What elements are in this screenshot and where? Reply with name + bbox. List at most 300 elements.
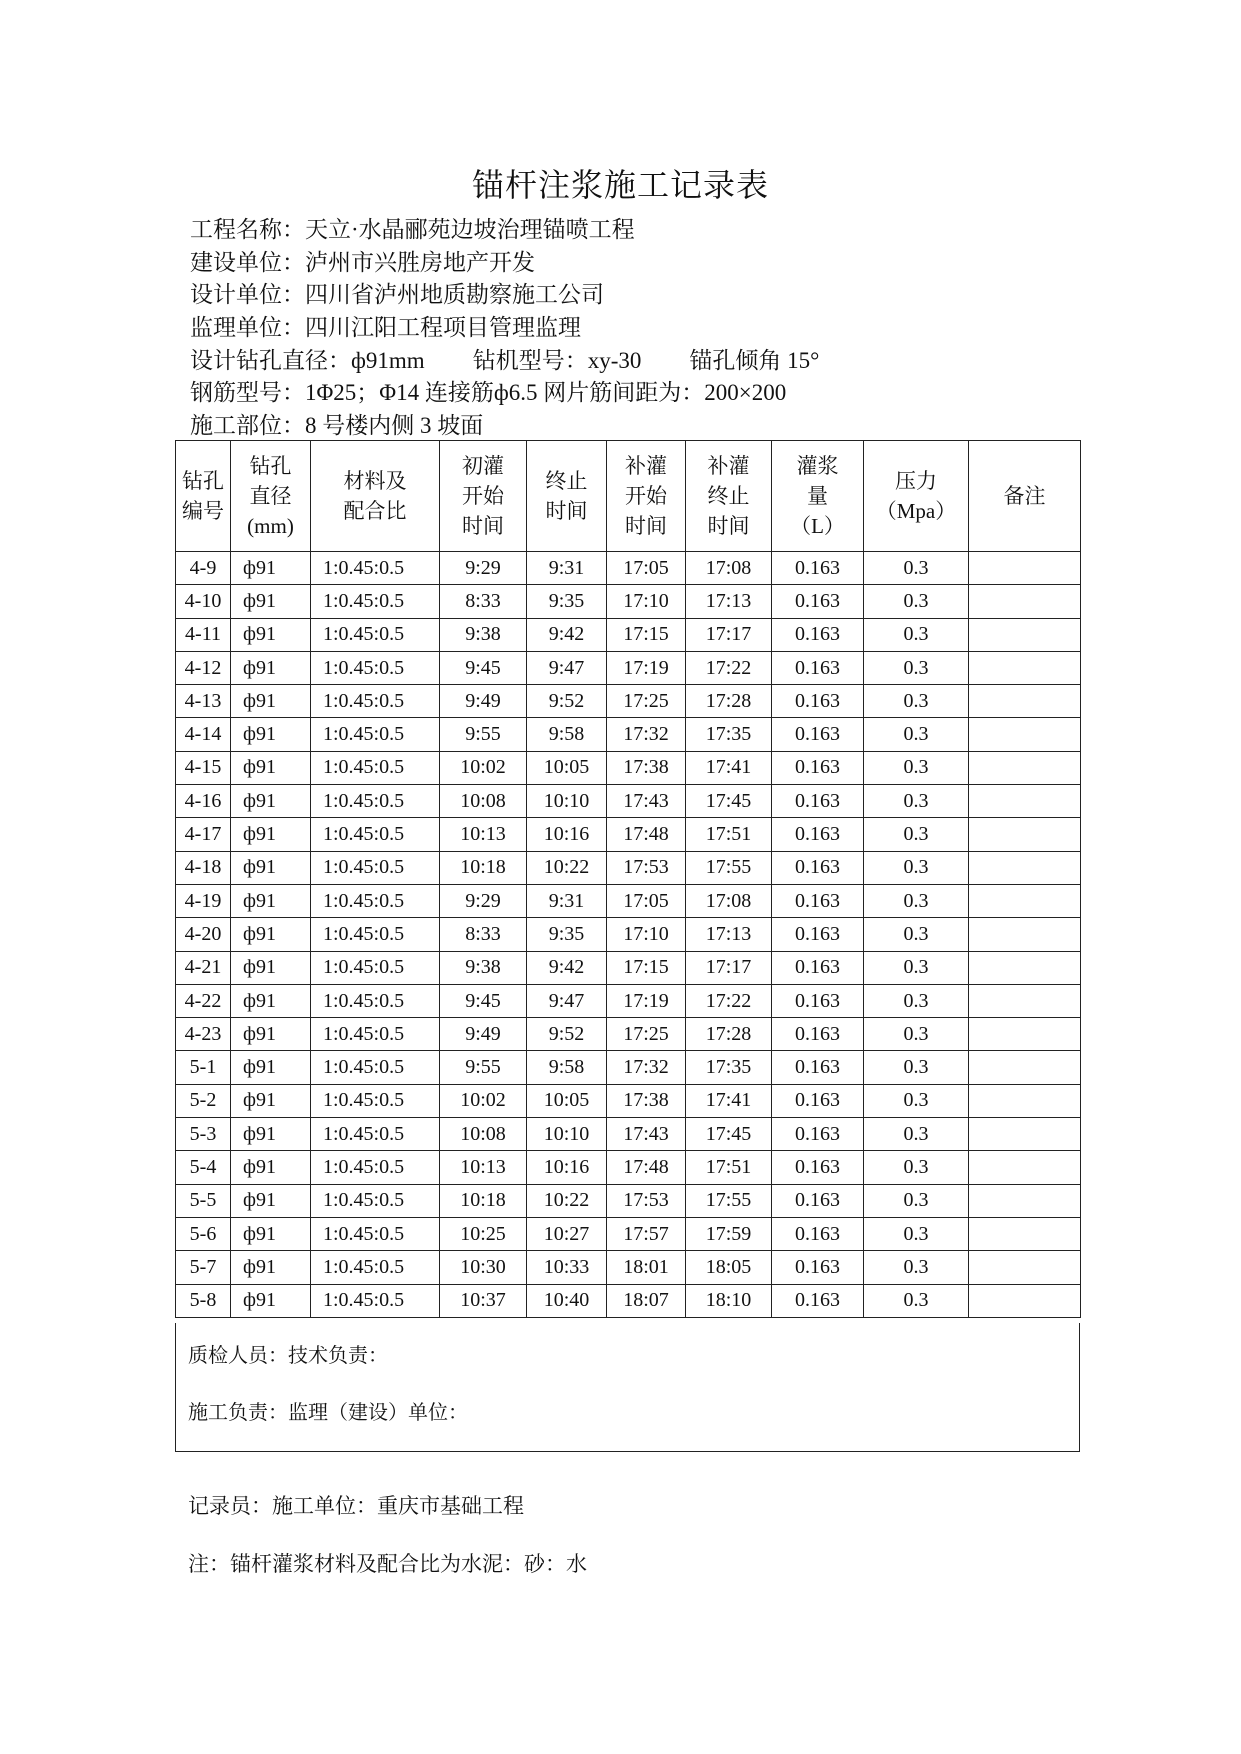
table-cell: 1:0.45:0.5 <box>311 651 440 684</box>
table-cell: 0.3 <box>864 1051 969 1084</box>
table-cell: ф91 <box>231 818 311 851</box>
table-cell: ф91 <box>231 1284 311 1317</box>
table-cell: 1:0.45:0.5 <box>311 1284 440 1317</box>
table-cell <box>969 1118 1081 1151</box>
table-cell: 4-10 <box>176 585 231 618</box>
material-note: 注：锚杆灌浆材料及配合比为水泥：砂：水 <box>188 1552 587 1576</box>
table-cell: 0.3 <box>864 1284 969 1317</box>
table-cell: ф91 <box>231 1251 311 1284</box>
column-header <box>772 441 864 552</box>
table-cell: 4-14 <box>176 718 231 751</box>
table-cell: 1:0.45:0.5 <box>311 618 440 651</box>
table-cell: 10:18 <box>440 1184 527 1217</box>
table-cell: 17:13 <box>686 585 772 618</box>
table-cell: 17:32 <box>607 718 686 751</box>
table-cell: 9:29 <box>440 552 527 585</box>
table-cell: ф91 <box>231 1051 311 1084</box>
table-row <box>176 552 1081 585</box>
drill-specs <box>190 345 1090 378</box>
table-cell: 0.3 <box>864 1118 969 1151</box>
table-row <box>176 1118 1081 1151</box>
table-cell: 0.163 <box>772 851 864 884</box>
table-cell: 0.3 <box>864 1251 969 1284</box>
table-cell: 4-11 <box>176 618 231 651</box>
table-cell <box>969 1151 1081 1184</box>
rebar-spec: 钢筋型号：1Φ25；Φ14 连接筋ф6.5 网片筋间距为：200×200 <box>190 380 787 406</box>
table-row <box>176 918 1081 951</box>
table-cell: 17:55 <box>686 851 772 884</box>
table-cell: 0.163 <box>772 1184 864 1217</box>
table-cell: 9:38 <box>440 951 527 984</box>
table-cell: 17:45 <box>686 785 772 818</box>
column-header <box>527 441 607 552</box>
table-cell: 9:42 <box>527 618 607 651</box>
table-cell: 4-17 <box>176 818 231 851</box>
column-header <box>311 441 440 552</box>
table-cell: 10:05 <box>527 1084 607 1117</box>
table-cell: 0.3 <box>864 1018 969 1051</box>
table-cell: 0.163 <box>772 884 864 917</box>
table-cell: 9:45 <box>440 984 527 1017</box>
table-cell: 17:48 <box>607 1151 686 1184</box>
table-cell: 1:0.45:0.5 <box>311 884 440 917</box>
table-cell: 17:15 <box>607 951 686 984</box>
table-cell: 18:01 <box>607 1251 686 1284</box>
table-cell: 0.163 <box>772 984 864 1017</box>
table-cell: 1:0.45:0.5 <box>311 851 440 884</box>
table-cell: 5-7 <box>176 1251 231 1284</box>
table-cell: 17:22 <box>686 651 772 684</box>
table-cell: 0.163 <box>772 1284 864 1317</box>
table-cell <box>969 685 1081 718</box>
table-row <box>176 618 1081 651</box>
column-header-line: 补灌 <box>707 454 750 478</box>
table-cell: 0.163 <box>772 651 864 684</box>
table-cell: 17:28 <box>686 685 772 718</box>
table-cell: ф91 <box>231 984 311 1017</box>
table-cell: 5-4 <box>176 1151 231 1184</box>
table-cell: ф91 <box>231 1184 311 1217</box>
table-cell: 0.163 <box>772 751 864 784</box>
table-cell: 10:02 <box>440 1084 527 1117</box>
table-cell <box>969 751 1081 784</box>
table-cell: 9:45 <box>440 651 527 684</box>
table-cell: 0.3 <box>864 884 969 917</box>
table-cell: ф91 <box>231 851 311 884</box>
table-row <box>176 1217 1081 1250</box>
table-cell: 0.163 <box>772 552 864 585</box>
table-cell: 0.163 <box>772 1118 864 1151</box>
table-cell: 17:41 <box>686 751 772 784</box>
table-cell: 9:58 <box>527 718 607 751</box>
table-cell <box>969 984 1081 1017</box>
table-cell: 10:08 <box>440 785 527 818</box>
table-cell: 1:0.45:0.5 <box>311 552 440 585</box>
table-cell: 1:0.45:0.5 <box>311 918 440 951</box>
column-header-line: 编号 <box>182 499 224 523</box>
table-cell: 10:10 <box>527 1118 607 1151</box>
table-row <box>176 585 1081 618</box>
table-cell: 10:30 <box>440 1251 527 1284</box>
table-cell: 5-8 <box>176 1284 231 1317</box>
table-cell: ф91 <box>231 751 311 784</box>
table-row <box>176 1284 1081 1317</box>
table-cell: 0.3 <box>864 552 969 585</box>
column-header-line: 量 <box>807 484 828 508</box>
table-cell: 4-15 <box>176 751 231 784</box>
table-row <box>176 1184 1081 1217</box>
table-cell: 10:40 <box>527 1284 607 1317</box>
column-header-line: 初灌 <box>462 454 504 478</box>
table-cell: 17:43 <box>607 785 686 818</box>
column-header <box>440 441 527 552</box>
table-cell: 0.3 <box>864 851 969 884</box>
column-header-line: 终止 <box>545 469 588 493</box>
column-header <box>969 441 1081 552</box>
table-row <box>176 651 1081 684</box>
table-cell: 5-5 <box>176 1184 231 1217</box>
grouting-record-table <box>175 440 1081 1318</box>
table-cell: ф91 <box>231 718 311 751</box>
table-cell: 17:19 <box>607 984 686 1017</box>
table-cell: 17:51 <box>686 818 772 851</box>
table-cell: 9:42 <box>527 951 607 984</box>
table-cell: 10:22 <box>527 1184 607 1217</box>
table-cell: 1:0.45:0.5 <box>311 685 440 718</box>
table-row <box>176 818 1081 851</box>
table-cell: 0.163 <box>772 685 864 718</box>
table-row <box>176 851 1081 884</box>
drill-model: 钻机型号：xy-30 <box>472 347 642 373</box>
project-info <box>190 214 1090 443</box>
table-cell: 5-2 <box>176 1084 231 1117</box>
table-cell: 0.3 <box>864 685 969 718</box>
table-cell: 9:52 <box>527 685 607 718</box>
table-cell: 0.163 <box>772 951 864 984</box>
table-cell <box>969 851 1081 884</box>
table-cell: 1:0.45:0.5 <box>311 984 440 1017</box>
column-header <box>231 441 311 552</box>
column-header-line: 材料及 <box>343 469 407 493</box>
column-header <box>607 441 686 552</box>
owner-unit: 建设单位：泸州市兴胜房地产开发 <box>190 249 535 275</box>
table-cell: 17:53 <box>607 851 686 884</box>
table-cell: 0.3 <box>864 585 969 618</box>
table-cell: 10:27 <box>527 1217 607 1250</box>
table-cell: 4-20 <box>176 918 231 951</box>
table-cell <box>969 651 1081 684</box>
table-cell: 5-6 <box>176 1217 231 1250</box>
table-cell: ф91 <box>231 685 311 718</box>
table-cell: 0.163 <box>772 1151 864 1184</box>
table-cell: 17:53 <box>607 1184 686 1217</box>
table-cell: 17:48 <box>607 818 686 851</box>
table-body <box>176 552 1081 1318</box>
column-header-line: 补灌 <box>625 454 667 478</box>
table-cell: 1:0.45:0.5 <box>311 1051 440 1084</box>
table-cell: 1:0.45:0.5 <box>311 818 440 851</box>
table-cell: 8:33 <box>440 585 527 618</box>
table-cell <box>969 818 1081 851</box>
table-cell: ф91 <box>231 1084 311 1117</box>
table-cell: 17:51 <box>686 1151 772 1184</box>
table-cell: 17:45 <box>686 1118 772 1151</box>
table-cell: 9:35 <box>527 585 607 618</box>
table-cell: 4-19 <box>176 884 231 917</box>
table-cell <box>969 618 1081 651</box>
table-cell: 17:17 <box>686 951 772 984</box>
table-cell: 0.3 <box>864 718 969 751</box>
table-cell: ф91 <box>231 1217 311 1250</box>
column-header-line: （L） <box>790 514 845 538</box>
table-cell: 17:35 <box>686 718 772 751</box>
table-cell: 17:15 <box>607 618 686 651</box>
table-cell: 0.163 <box>772 1051 864 1084</box>
table-cell: 0.3 <box>864 1151 969 1184</box>
table-cell: 10:13 <box>440 818 527 851</box>
table-header-row <box>176 441 1081 552</box>
table-cell: 0.3 <box>864 984 969 1017</box>
table-cell: ф91 <box>231 618 311 651</box>
table-cell: 10:18 <box>440 851 527 884</box>
table-row <box>176 685 1081 718</box>
table-cell: 1:0.45:0.5 <box>311 1018 440 1051</box>
table-cell: 1:0.45:0.5 <box>311 1084 440 1117</box>
table-cell: 0.163 <box>772 718 864 751</box>
column-header-line: （Mpa） <box>875 499 957 523</box>
table-row <box>176 718 1081 751</box>
table-cell: 9:47 <box>527 984 607 1017</box>
table-cell: 10:16 <box>527 818 607 851</box>
table-cell: 9:55 <box>440 718 527 751</box>
table-cell: 17:28 <box>686 1018 772 1051</box>
table-cell: 17:32 <box>607 1051 686 1084</box>
table-row <box>176 1051 1081 1084</box>
column-header <box>176 441 231 552</box>
table-cell: 17:25 <box>607 1018 686 1051</box>
table-cell: 0.163 <box>772 1217 864 1250</box>
table-cell: 17:05 <box>607 552 686 585</box>
table-cell: 4-12 <box>176 651 231 684</box>
drill-diameter: 设计钻孔直径：ф91mm <box>190 347 425 373</box>
column-header-line: 开始 <box>462 484 504 508</box>
table-cell: ф91 <box>231 1118 311 1151</box>
table-row <box>176 1151 1081 1184</box>
table-cell: 17:38 <box>607 751 686 784</box>
table-cell: 18:05 <box>686 1251 772 1284</box>
table-cell: 9:38 <box>440 618 527 651</box>
table-cell: 0.163 <box>772 1251 864 1284</box>
table-cell: 0.3 <box>864 1217 969 1250</box>
table-row <box>176 884 1081 917</box>
table-cell: 10:10 <box>527 785 607 818</box>
construction-signature: 施工负责：监理（建设）单位： <box>188 1402 468 1424</box>
table-cell: 0.163 <box>772 785 864 818</box>
table-cell: 0.3 <box>864 751 969 784</box>
table-cell: ф91 <box>231 585 311 618</box>
table-cell: 17:08 <box>686 552 772 585</box>
column-header-line: 灌浆 <box>796 454 839 478</box>
table-cell: 4-21 <box>176 951 231 984</box>
table-cell: 17:10 <box>607 918 686 951</box>
table-row <box>176 951 1081 984</box>
table-cell <box>969 951 1081 984</box>
table-cell: ф91 <box>231 552 311 585</box>
page-title: 锚杆注浆施工记录表 <box>471 167 769 203</box>
column-header-line: 时间 <box>462 514 504 538</box>
table-cell: 0.3 <box>864 1184 969 1217</box>
table-cell: 1:0.45:0.5 <box>311 585 440 618</box>
table-cell: 17:22 <box>686 984 772 1017</box>
table-cell: 10:02 <box>440 751 527 784</box>
table-cell: 17:05 <box>607 884 686 917</box>
column-header-line: 配合比 <box>343 499 407 523</box>
table-cell <box>969 1084 1081 1117</box>
table-cell: ф91 <box>231 1018 311 1051</box>
table-cell: 1:0.45:0.5 <box>311 718 440 751</box>
table-cell: 1:0.45:0.5 <box>311 1118 440 1151</box>
table-row <box>176 751 1081 784</box>
table-cell: 0.163 <box>772 585 864 618</box>
table-cell: 1:0.45:0.5 <box>311 951 440 984</box>
table-cell: 4-23 <box>176 1018 231 1051</box>
table-row <box>176 984 1081 1017</box>
table-cell: 10:08 <box>440 1118 527 1151</box>
table-cell: 0.163 <box>772 618 864 651</box>
table-cell: ф91 <box>231 884 311 917</box>
recorder-line: 记录员：施工单位：重庆市基础工程 <box>188 1494 524 1518</box>
table-cell: 1:0.45:0.5 <box>311 785 440 818</box>
column-header-line: 钻孔 <box>182 469 224 493</box>
construction-location: 施工部位：8 号楼内侧 3 坡面 <box>190 413 484 439</box>
table-cell <box>969 1051 1081 1084</box>
table-cell <box>969 585 1081 618</box>
table-cell: 5-1 <box>176 1051 231 1084</box>
table-cell <box>969 1018 1081 1051</box>
table-row <box>176 1018 1081 1051</box>
table-cell: 1:0.45:0.5 <box>311 751 440 784</box>
table-cell: 0.163 <box>772 918 864 951</box>
table-cell: 10:37 <box>440 1284 527 1317</box>
table-cell: 9:35 <box>527 918 607 951</box>
table-cell: 9:49 <box>440 1018 527 1051</box>
table-cell: 17:13 <box>686 918 772 951</box>
signature-box <box>175 1323 1080 1452</box>
table-cell: 17:59 <box>686 1217 772 1250</box>
drill-angle: 锚孔倾角 15° <box>689 347 820 373</box>
table-cell: 9:55 <box>440 1051 527 1084</box>
table-cell: 9:31 <box>527 884 607 917</box>
table-cell <box>969 1184 1081 1217</box>
table-cell: 0.3 <box>864 618 969 651</box>
design-unit: 设计单位：四川省泸州地质勘察施工公司 <box>190 282 604 308</box>
table-cell: 4-9 <box>176 552 231 585</box>
table-cell <box>969 552 1081 585</box>
table-cell: 4-22 <box>176 984 231 1017</box>
column-header-line: 时间 <box>707 514 750 538</box>
table-cell: 10:13 <box>440 1151 527 1184</box>
table-cell <box>969 884 1081 917</box>
table-cell: 1:0.45:0.5 <box>311 1184 440 1217</box>
table-cell: 17:10 <box>607 585 686 618</box>
table-cell: 17:43 <box>607 1118 686 1151</box>
table-cell: 8:33 <box>440 918 527 951</box>
column-header <box>864 441 969 552</box>
column-header <box>686 441 772 552</box>
table-cell <box>969 918 1081 951</box>
table-cell: 18:07 <box>607 1284 686 1317</box>
project-name: 工程名称：天立·水晶郦苑边坡治理锚喷工程 <box>190 217 635 242</box>
table-cell: 0.163 <box>772 1018 864 1051</box>
table-cell: 0.3 <box>864 1084 969 1117</box>
table-cell: 10:05 <box>527 751 607 784</box>
table-cell: 4-16 <box>176 785 231 818</box>
column-header-line: 开始 <box>625 484 667 508</box>
table-cell: 0.3 <box>864 951 969 984</box>
table-cell: 9:47 <box>527 651 607 684</box>
table-cell <box>969 718 1081 751</box>
table-cell: 17:17 <box>686 618 772 651</box>
column-header-line: 钻孔 <box>249 454 292 478</box>
table-cell: 0.163 <box>772 818 864 851</box>
table-cell: 1:0.45:0.5 <box>311 1151 440 1184</box>
column-header-line: (mm) <box>247 514 294 538</box>
column-header-line: 压力 <box>895 469 937 493</box>
column-header-line: 备注 <box>1003 484 1046 508</box>
supervision-unit: 监理单位：四川江阳工程项目管理监理 <box>190 315 581 341</box>
table-cell: 17:38 <box>607 1084 686 1117</box>
table-cell: 0.3 <box>864 785 969 818</box>
table-cell: 17:25 <box>607 685 686 718</box>
column-header-line: 直径 <box>249 484 292 508</box>
table-cell <box>969 1217 1081 1250</box>
table-cell: 10:22 <box>527 851 607 884</box>
table-cell <box>969 1251 1081 1284</box>
table-cell: 17:57 <box>607 1217 686 1250</box>
column-header-line: 时间 <box>625 514 667 538</box>
table-cell: 4-13 <box>176 685 231 718</box>
table-row <box>176 1084 1081 1117</box>
table-cell: ф91 <box>231 785 311 818</box>
table-cell: 4-18 <box>176 851 231 884</box>
table-cell: 17:41 <box>686 1084 772 1117</box>
table-cell <box>969 785 1081 818</box>
table-cell: 17:08 <box>686 884 772 917</box>
table-cell: 0.3 <box>864 918 969 951</box>
table-cell: 18:10 <box>686 1284 772 1317</box>
table-cell: 9:52 <box>527 1018 607 1051</box>
table-cell: 17:55 <box>686 1184 772 1217</box>
table-row <box>176 785 1081 818</box>
table-cell: 10:33 <box>527 1251 607 1284</box>
column-header-line: 时间 <box>545 499 588 523</box>
table-cell: 5-3 <box>176 1118 231 1151</box>
table-cell: 10:16 <box>527 1151 607 1184</box>
table-cell: 1:0.45:0.5 <box>311 1217 440 1250</box>
table-cell: 0.3 <box>864 651 969 684</box>
table-cell: 9:49 <box>440 685 527 718</box>
table-cell: 10:25 <box>440 1217 527 1250</box>
inspector-signature: 质检人员：技术负责： <box>188 1345 388 1367</box>
table-cell <box>969 1284 1081 1317</box>
table-cell: 9:31 <box>527 552 607 585</box>
table-cell: 17:35 <box>686 1051 772 1084</box>
column-header-line: 终止 <box>707 484 750 508</box>
table-cell: 9:29 <box>440 884 527 917</box>
table-cell: ф91 <box>231 918 311 951</box>
table-cell: 17:19 <box>607 651 686 684</box>
table-cell: 0.163 <box>772 1084 864 1117</box>
